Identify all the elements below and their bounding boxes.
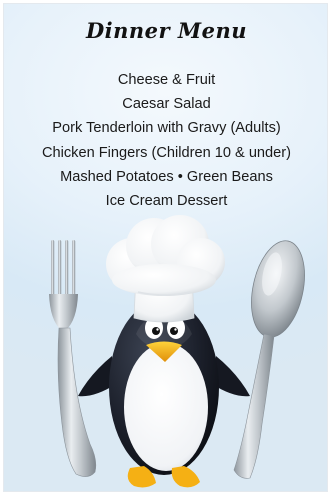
fork-icon bbox=[49, 240, 96, 477]
menu-item-caesar-salad: Caesar Salad bbox=[122, 96, 211, 113]
menu-item-dessert: Ice Cream Dessert bbox=[105, 193, 228, 210]
menu-item-chicken-fingers: Chicken Fingers (Children 10 & under) bbox=[41, 144, 292, 161]
chef-hat-icon bbox=[106, 215, 225, 322]
penguin-icon bbox=[78, 299, 250, 487]
penguin-chef-illustration bbox=[4, 4, 328, 492]
menu-item-cheese-fruit: Cheese & Fruit bbox=[117, 72, 216, 88]
spoon-icon bbox=[234, 236, 313, 478]
menu-card bbox=[3, 3, 328, 492]
menu-item-sides: Mashed Potatoes • Green Beans bbox=[60, 168, 273, 185]
menu-item-pork-tenderloin: Pork Tenderloin with Gravy (Adults) bbox=[52, 120, 281, 137]
menu-title: Dinner Menu bbox=[85, 18, 248, 43]
